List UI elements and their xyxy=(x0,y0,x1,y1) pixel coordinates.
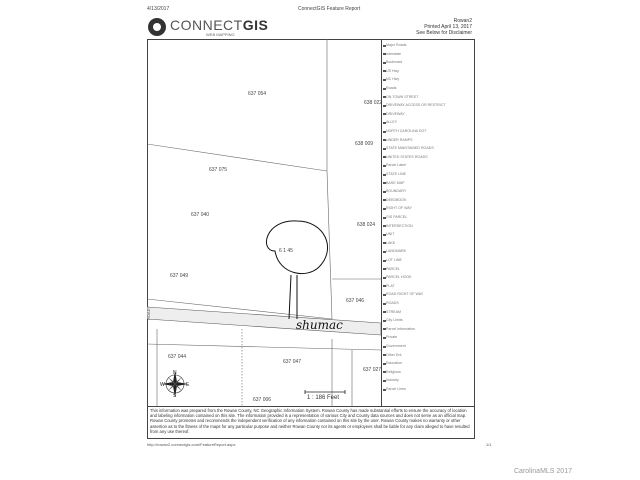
compass-n: N xyxy=(173,370,177,376)
legend-item: DRIVEWAY ACCESS OR RESTRICT xyxy=(386,103,446,108)
legend-item: ROADS xyxy=(386,301,399,305)
connectgis-logo xyxy=(148,16,278,38)
lot-label: 6 1 45 xyxy=(279,248,293,254)
legend-item: Parcel Lines xyxy=(386,387,406,391)
parcel-label: 637 027 xyxy=(363,367,382,373)
legend-item: BASE MAP xyxy=(386,180,405,185)
legend-item: BOUNDARY xyxy=(386,189,407,194)
parcel-label: 637 046 xyxy=(346,298,365,304)
parcel-label: 637 075 xyxy=(209,167,228,173)
legend-item: NORTH CAROLINA DOT xyxy=(386,129,427,133)
legend-item: Parcel Information xyxy=(386,326,416,331)
parcel-label: 638 009 xyxy=(355,141,374,147)
legend-item: Education xyxy=(386,361,402,366)
legend-item: PARCEL HOOK xyxy=(386,275,412,280)
printed-info xyxy=(416,18,472,36)
legend-item: Other Ent. xyxy=(386,352,403,357)
hand-drawn-driveway xyxy=(289,275,297,319)
legend-item: US Hwy xyxy=(386,68,399,73)
scale-label: 1 : 186 Feet xyxy=(307,395,340,401)
street-name: shumac xyxy=(296,318,343,332)
footer-url[interactable]: http://rowan2.connectgis.com/FeatureReport.aspx xyxy=(147,442,236,447)
legend-item: LAKE xyxy=(386,240,396,245)
legend-item: DEEDBOOK xyxy=(386,197,407,202)
legend-item: ALLEY xyxy=(386,120,398,125)
legend-item: INTERSECTION xyxy=(386,223,413,228)
legend-item: LOT LINE xyxy=(386,258,402,262)
legend-item: STREAM xyxy=(386,309,401,314)
legend-item: RIGHT OF WAY xyxy=(386,206,412,211)
legend-item: PLAT xyxy=(386,283,395,288)
parcel-label: 637 054 xyxy=(248,91,267,97)
legend-item: DRIVEWAY xyxy=(386,111,405,116)
legend-item: ROAD RIGHT OF WAY xyxy=(386,292,424,297)
disclaimer-text: This information was prepared from the Rowan County, NC Geographic Information System. Rowan County has made substantial efforts to ensure the accuracy of location and labeling information contained on this site. The information provided is a representation of various City and County data sources and does not serve as an official map. Rowan County promotes and recommends the independent verification of any information contained on this site by the user. Rowan County makes no warranty or other assertion as to the fitness of the maps for any particular purpose and neither Rowan County nor its agents or employees shall be liable for any claim alleged to have resulted from any use thereof. xyxy=(147,407,475,439)
parcel-label: 637 006 xyxy=(253,397,272,403)
legend-item: City Limits xyxy=(386,318,403,323)
legend-item: Boulevard xyxy=(386,60,403,65)
legend-item: ON TOWN STREET xyxy=(386,94,419,99)
legend-item: Interstate xyxy=(386,51,401,56)
legend-item: Industry xyxy=(386,378,399,383)
compass-s: S xyxy=(173,393,177,399)
map-legend xyxy=(381,39,476,407)
report-title: ConnectGIS Feature Report xyxy=(298,6,361,12)
legend-item: UNDER RAMPS xyxy=(386,137,413,142)
legend-item: UNIT xyxy=(386,232,395,237)
logo-brand: CONNECTGIS xyxy=(170,17,269,33)
legend-item: NC Hwy xyxy=(386,77,400,82)
legend-item: Roads xyxy=(386,86,397,90)
legend-item: GIS PARCEL xyxy=(386,215,408,219)
street-shape xyxy=(147,307,381,335)
logo-globe-icon xyxy=(148,18,166,36)
watermark: CarolinaMLS 2017 xyxy=(514,468,572,475)
hand-drawn-lot-outline xyxy=(266,221,327,274)
printed-line3: See Below for Disclaimer xyxy=(416,30,472,36)
scale-bar xyxy=(305,390,345,394)
legend-item: Religious xyxy=(386,369,401,374)
page-number: 1/1 xyxy=(486,442,492,447)
parcel-label: 638 024 xyxy=(357,222,376,228)
parcel-label: 637 047 xyxy=(283,359,302,365)
parcel-label: 637 049 xyxy=(170,273,189,279)
compass-e: E xyxy=(186,382,190,388)
legend-item: Major Roads xyxy=(386,43,407,47)
parcel-line xyxy=(147,344,381,350)
legend-item: Government xyxy=(386,344,406,348)
parcel-label: 637 044 xyxy=(168,354,187,360)
legend-item: Private xyxy=(386,335,398,340)
legend-item: STATE MAINTAINED ROADS xyxy=(386,146,434,151)
parcel-label: 638 022 xyxy=(364,100,383,106)
report-date: 4/13/2017 xyxy=(147,6,170,12)
printed-line2: Printed April 13, 2017 xyxy=(424,24,472,30)
parcel-label: 637 040 xyxy=(191,212,210,218)
logo-subtitle: WEB MAPPING xyxy=(206,32,235,37)
road-side-label: ROAD xyxy=(146,308,151,320)
printed-line1: Rowan2 xyxy=(453,18,472,24)
parcel-line xyxy=(147,144,327,171)
legend-item: STATE LINE xyxy=(386,172,407,176)
legend-item: LANDMARK xyxy=(386,249,406,254)
legend-item: PARCEL xyxy=(386,266,401,271)
legend-item: Parcel Label xyxy=(386,163,406,168)
legend-item: UNITED STATES ROADS xyxy=(386,154,428,159)
compass-w: W xyxy=(160,382,165,388)
